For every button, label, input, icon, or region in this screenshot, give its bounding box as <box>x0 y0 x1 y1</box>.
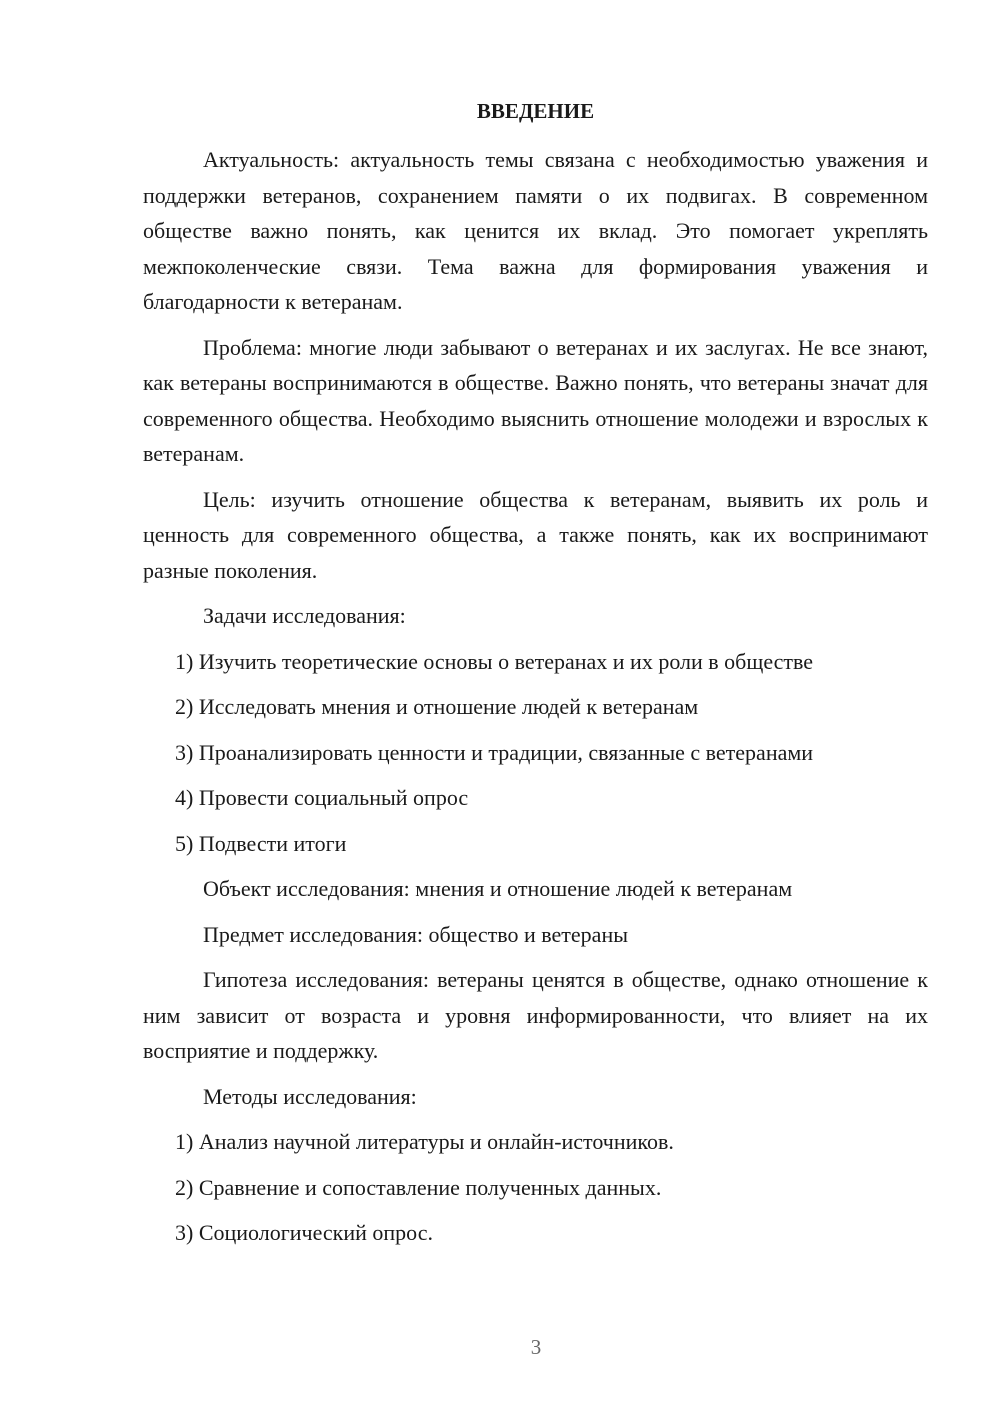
page-number: 3 <box>530 1335 542 1359</box>
document-page <box>143 0 928 1414</box>
research-subject: Предмет исследования: общество и ветераны <box>203 921 629 947</box>
hypothesis-paragraph: Гипотеза исследования: ветераны ценятся в обществе, однако отношение к ним зависит от возраста и уровня информированности, что влияет на их восприятие и поддержку. <box>143 967 928 1063</box>
research-object: Объект исследования: мнения и отношение людей к ветеранам <box>203 876 793 901</box>
task-item-5: 5) Подвести итоги <box>175 830 347 856</box>
problem-paragraph: Проблема: многие люди забывают о ветеранах и их заслугах. Не все знают, как ветераны воспринимаются в обществе. Важно понять, что ветераны значат для современного общества. Необходимо выяснить отношение молодежи и взрослых к ветеранам. <box>143 334 928 466</box>
task-item-2: 2) Исследовать мнения и отношение людей к ветеранам <box>175 694 699 719</box>
relevance-paragraph: Актуальность: актуальность темы связана с необходимостью уважения и поддержки ветеранов, сохранением памяти о их подвигах. В современном обществе важно понять, как ценится их вклад. Это помогает укреплять межпоколенческие связи. Тема важна для формирования уважения и благодарности к ветеранам. <box>143 147 928 314</box>
method-item-2: 2) Сравнение и сопоставление полученных данных. <box>175 1174 662 1200</box>
method-item-1: 1) Анализ научной литературы и онлайн-источников. <box>175 1129 674 1154</box>
goal-paragraph: Цель: изучить отношение общества к ветеранам, выявить их роль и ценность для современного общества, а также понять, как их воспринимают разные поколения. <box>143 486 928 583</box>
method-item-3: 3) Социологический опрос. <box>175 1220 433 1245</box>
tasks-heading: Задачи исследования: <box>203 603 406 628</box>
task-item-3: 3) Проанализировать ценности и традиции, связанные с ветеранами <box>175 739 814 765</box>
methods-heading: Методы исследования: <box>203 1083 417 1109</box>
document-body <box>143 142 928 1261</box>
task-item-1: 1) Изучить теоретические основы о ветеранах и их роли в обществе <box>175 648 814 674</box>
page-title: ВВЕДЕНИЕ <box>476 99 595 123</box>
task-item-4: 4) Провести социальный опрос <box>175 785 469 810</box>
